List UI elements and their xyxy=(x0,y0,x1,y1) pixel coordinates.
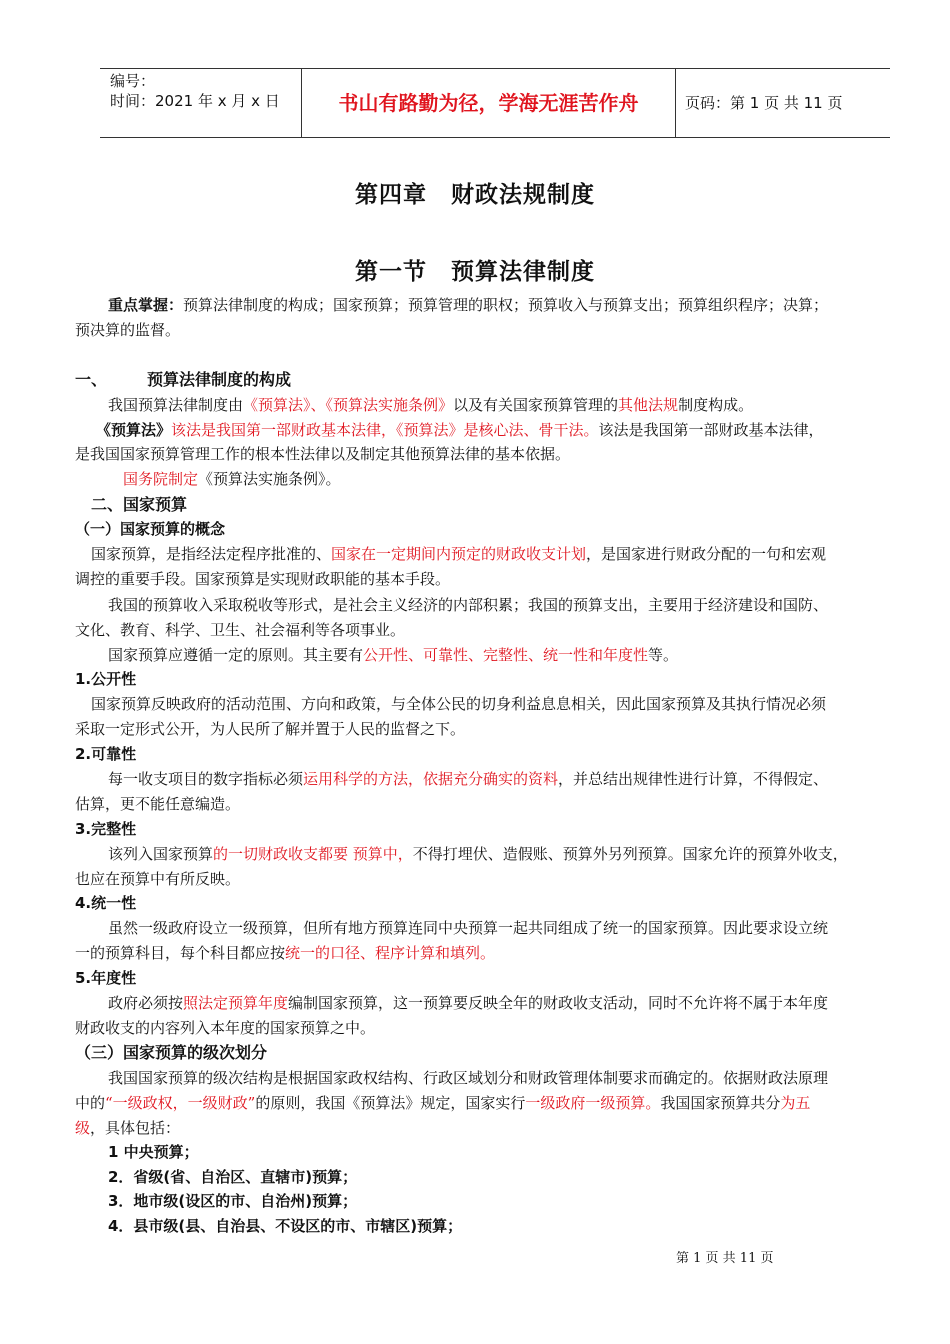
principle-2-text xyxy=(108,768,828,790)
part1-heading-text: 预算法律制度的构成 xyxy=(147,370,292,389)
level-item: 3．地市级(设区的市、自治州)预算； xyxy=(108,1192,358,1210)
key-points-line-2: 预决算的监督。 xyxy=(75,321,181,339)
text-span: 每一收支项目的数字指标必须 xyxy=(108,770,304,788)
part1-heading-number: 一、 xyxy=(75,370,108,389)
principle-4-text-cont xyxy=(75,942,495,964)
principle-1-text: 国家预算反映政府的活动范围、方向和政策，与全体公民的切身利益息息相关，因此国家预算及其执行情况必须 xyxy=(91,695,827,713)
page-header xyxy=(100,68,890,138)
header-motto: 书山有路勤为径，学海无涯苦作舟 xyxy=(301,69,676,137)
header-number: 编号： xyxy=(110,72,156,90)
principle-2-text-cont: 估算，更不能任意编造。 xyxy=(75,795,241,813)
levels-subheading: （三）国家预算的级次划分 xyxy=(75,1043,268,1062)
text-span: 制度构成。 xyxy=(678,396,754,414)
principle-4-title: 4.统一性 xyxy=(75,894,137,912)
concept-subheading: （一）国家预算的概念 xyxy=(75,520,226,538)
part2-heading: 二、国家预算 xyxy=(91,495,188,514)
part1-paragraph-2-cont: 是我国国家预算管理工作的根本性法律以及制定其他预算法律的基本依据。 xyxy=(75,445,571,463)
text-span: 国家预算，是指经法定程序批准的、 xyxy=(91,545,332,563)
highlight-span: 为五 xyxy=(780,1094,811,1112)
text-span: 国家预算应遵循一定的原则。其主要有 xyxy=(108,646,364,664)
text-span: 我国国家预算共分 xyxy=(660,1094,781,1112)
bold-span: 《预算法》 xyxy=(96,421,172,439)
text-span: 不得打埋伏、造假账、预算外另列预算。国家允许的预算外收支， xyxy=(412,845,848,863)
header-page-info: 页码：第 1 页 共 11 页 xyxy=(685,94,843,112)
highlight-span: 其他法规 xyxy=(618,396,679,414)
text-span: 的原则，我国《预算法》规定，国家实行 xyxy=(255,1094,526,1112)
principle-5-title: 5.年度性 xyxy=(75,969,137,987)
key-points-line-1 xyxy=(108,294,828,316)
principles-intro xyxy=(108,644,678,666)
concept-paragraph-2-cont: 文化、教育、科学、卫生、社会福利等各项事业。 xyxy=(75,621,406,639)
text-span: 中的 xyxy=(75,1094,106,1112)
text-span: 《预算法实施条例》。 xyxy=(198,470,341,488)
principle-5-text-cont: 财政收支的内容列入本年度的国家预算之中。 xyxy=(75,1019,376,1037)
text-span: 以及有关国家预算管理的 xyxy=(453,396,619,414)
text-span: ，具体包括： xyxy=(90,1119,181,1137)
highlight-span: 《预算法》、《预算法实施条例》 xyxy=(243,396,454,414)
level-item: 1 中央预算； xyxy=(108,1143,199,1161)
highlight-span: “一级政权，一级财政” xyxy=(105,1094,256,1112)
levels-paragraph: 我国国家预算的级次结构是根据国家政权结构、行政区域划分和财政管理体制要求而确定的。依据财政法原理 xyxy=(108,1069,829,1087)
highlight-span: 级 xyxy=(75,1119,91,1137)
text-span: 我国预算法律制度由 xyxy=(108,396,244,414)
text-span: 等。 xyxy=(648,646,679,664)
concept-paragraph-1 xyxy=(91,543,826,565)
text-span: 一的预算科目，每个科目都应按 xyxy=(75,944,286,962)
level-item: 2．省级(省、自治区、直辖市)预算； xyxy=(108,1168,358,1186)
principle-2-title: 2.可靠性 xyxy=(75,745,137,763)
principle-4-text: 虽然一级政府设立一级预算，但所有地方预算连同中央预算一起共同组成了统一的国家预算。因此要求设立统 xyxy=(108,919,829,937)
text-span: 政府必须按 xyxy=(108,994,184,1012)
highlight-span: 公开性、可靠性、完整性、统一性和年度性 xyxy=(363,646,649,664)
part1-paragraph-2 xyxy=(96,419,824,441)
key-points-label: 重点掌握： xyxy=(108,296,184,314)
concept-paragraph-1-cont: 调控的重要手段。国家预算是实现财政职能的基本手段。 xyxy=(75,570,451,588)
part1-paragraph-3 xyxy=(123,468,341,490)
concept-paragraph-2: 我国的预算收入采取税收等形式，是社会主义经济的内部积累；我国的预算支出，主要用于经济建设和国防、 xyxy=(108,596,829,614)
part1-paragraph-1 xyxy=(108,394,753,416)
principle-3-title: 3.完整性 xyxy=(75,820,137,838)
text-span: 该法是我国第一部财政基本法律， xyxy=(598,421,824,439)
highlight-span: 照法定预算年度 xyxy=(183,994,289,1012)
chapter-title: 第四章 财政法规制度 xyxy=(355,182,595,208)
principle-1-title: 1.公开性 xyxy=(75,670,137,688)
key-points-text: 预算法律制度的构成；国家预算；预算管理的职权；预算收入与预算支出；预算组织程序；决算； xyxy=(183,296,829,314)
highlight-span: 该法是我国第一部财政基本法律，《预算法》是核心法、骨干法。 xyxy=(171,421,599,439)
highlight-span: 国家在一定期间内预定的财政收支计划 xyxy=(331,545,587,563)
principle-1-text-cont: 采取一定形式公开，为人民所了解并置于人民的监督之下。 xyxy=(75,720,466,738)
highlight-span: 统一的口径、程序计算和填列。 xyxy=(285,944,496,962)
levels-paragraph-cont xyxy=(75,1092,810,1114)
principle-5-text xyxy=(108,992,828,1014)
level-item: 4．县市级(县、自治县、不设区的市、市辖区)预算； xyxy=(108,1217,463,1235)
highlight-span: 国务院制定 xyxy=(123,470,199,488)
section-title: 第一节 预算法律制度 xyxy=(355,259,595,285)
text-span: 编制国家预算，这一预算要反映全年的财政收支活动，同时不允许将不属于本年度 xyxy=(288,994,829,1012)
text-span: ，是国家进行财政分配的一句和宏观 xyxy=(586,545,827,563)
highlight-span: 运用科学的方法，依据充分确实的资料 xyxy=(303,770,559,788)
highlight-span: 的一切财政收支都要 预算中， xyxy=(213,845,413,863)
page-footer: 第 1 页 共 11 页 xyxy=(676,1251,774,1266)
principle-3-text-cont: 也应在预算中有所反映。 xyxy=(75,870,241,888)
highlight-span: 一级政府一级预算。 xyxy=(525,1094,661,1112)
part1-heading xyxy=(75,369,291,391)
header-date: 时间：2021 年 x 月 x 日 xyxy=(110,92,280,110)
header-meta xyxy=(110,71,280,111)
principle-3-text xyxy=(108,843,848,865)
text-span: 该列入国家预算 xyxy=(108,845,214,863)
text-span: ，并总结出规律性进行计算，不得假定、 xyxy=(558,770,829,788)
levels-paragraph-end xyxy=(75,1117,180,1139)
